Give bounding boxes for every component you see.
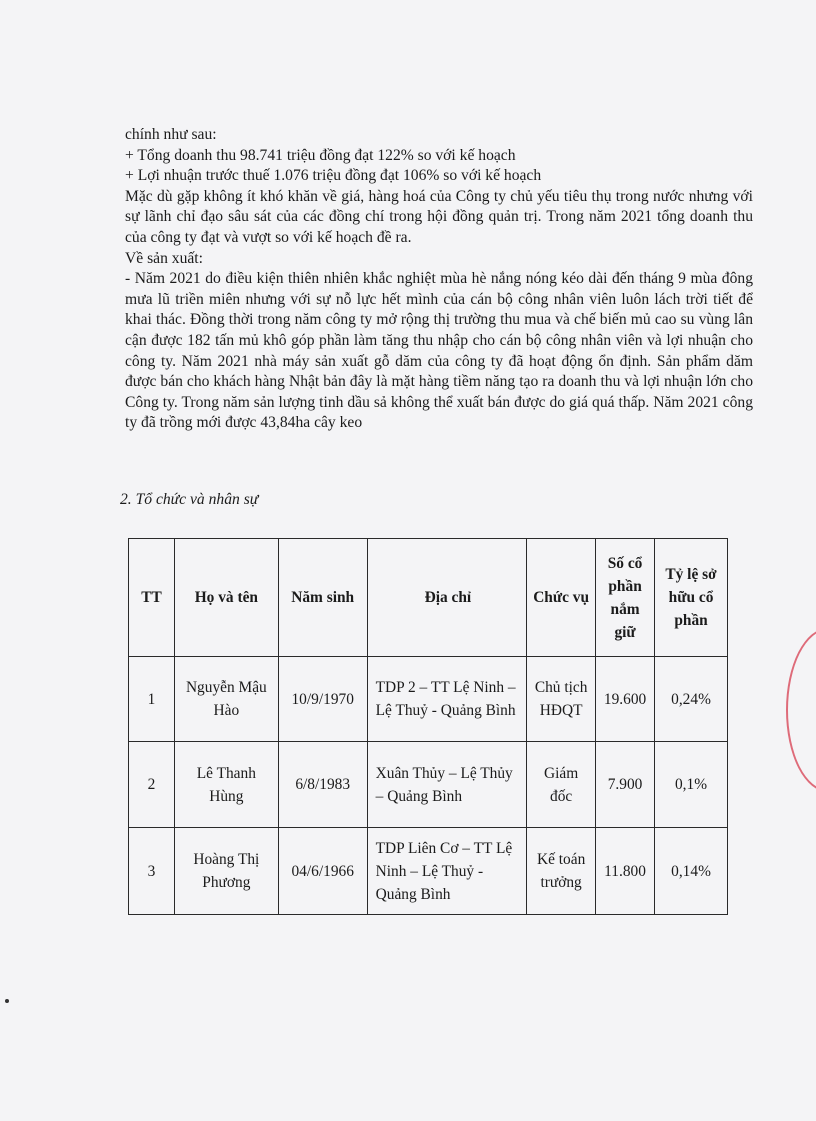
header-name: Họ và tên: [174, 539, 278, 657]
summary-paragraph: Mặc dù gặp không ít khó khăn về giá, hàng hoá của Công ty chủ yếu tiêu thụ trong nước nhưng với sự lãnh chỉ đạo sâu sát của các đồng chí trong hội đồng quản trị. Trong năm 2021 tổng doanh thu của công ty đạt và vượt so với kế hoạch đề ra.: [125, 187, 753, 246]
cell-address: TDP 2 – TT Lệ Ninh – Lệ Thuỷ - Quảng Bình: [367, 657, 527, 742]
red-seal-stamp: [786, 628, 816, 792]
table-row: [129, 657, 728, 742]
cell-address: Xuân Thủy – Lệ Thủy – Quảng Bình: [367, 742, 527, 828]
revenue-line: + Tổng doanh thu 98.741 triệu đồng đạt 122% so với kế hoạch: [125, 146, 516, 164]
cell-shares: 19.600: [596, 657, 655, 742]
cell-birth-date: 04/6/1966: [278, 828, 367, 915]
header-tt: TT: [129, 539, 175, 657]
header-ownership: Tỷ lệ sở hữu cổ phần: [655, 539, 728, 657]
cell-tt: 3: [129, 828, 175, 915]
cell-ownership: 0,14%: [655, 828, 728, 915]
personnel-table: [128, 538, 728, 915]
cell-birth-date: 6/8/1983: [278, 742, 367, 828]
cell-name: Lê Thanh Hùng: [174, 742, 278, 828]
cell-address: TDP Liên Cơ – TT Lệ Ninh – Lệ Thuỷ - Quảng Bình: [367, 828, 527, 915]
cell-position: Giám đốc: [527, 742, 596, 828]
header-birth-year: Năm sinh: [278, 539, 367, 657]
body-text: [125, 125, 753, 434]
header-shares: Số cổ phần nắm giữ: [596, 539, 655, 657]
cell-shares: 7.900: [596, 742, 655, 828]
cell-position: Kế toán trưởng: [527, 828, 596, 915]
cell-ownership: 0,24%: [655, 657, 728, 742]
cell-ownership: 0,1%: [655, 742, 728, 828]
scan-mark: [5, 999, 9, 1003]
table-row: [129, 742, 728, 828]
production-heading: Về sản xuất:: [125, 249, 203, 267]
table-row: [129, 828, 728, 915]
header-address: Địa chỉ: [367, 539, 527, 657]
table-header-row: [129, 539, 728, 657]
cell-position: Chủ tịch HĐQT: [527, 657, 596, 742]
profit-line: + Lợi nhuận trước thuế 1.076 triệu đồng đạt 106% so với kế hoạch: [125, 167, 542, 185]
cell-birth-date: 10/9/1970: [278, 657, 367, 742]
header-position: Chức vụ: [527, 539, 596, 657]
cell-tt: 1: [129, 657, 175, 742]
intro-line: chính như sau:: [125, 126, 217, 143]
cell-tt: 2: [129, 742, 175, 828]
section-heading: 2. Tổ chức và nhân sự: [120, 491, 259, 508]
cell-shares: 11.800: [596, 828, 655, 915]
cell-name: Hoàng Thị Phương: [174, 828, 278, 915]
cell-name: Nguyễn Mậu Hào: [174, 657, 278, 742]
production-paragraph: - Năm 2021 do điều kiện thiên nhiên khắc nghiệt mùa hè nắng nóng kéo dài đến tháng 9 mùa đông mưa lũ triền miên nhưng với sự nỗ lực hết mình của cán bộ công nhân viên luôn lách trời tiết để khai thác. Đồng thời trong năm công ty mở rộng thị trường thu mua và chế biến mủ cao su vùng lân cận được 182 tấn mủ khô góp phần làm tăng thu nhập cho cán bộ công nhân viên và lợi nhuận cho công ty. Năm 2021 nhà máy sản xuất gỗ dăm của công ty đã hoạt động ổn định. Sản phẩm dăm được bán cho khách hàng Nhật bản đây là mặt hàng tiềm năng tạo ra doanh thu và lợi nhuận lớn cho Công ty. Trong năm sản lượng tinh dầu sả không thể xuất bán được do giá quá thấp. Năm 2021 công ty đã trồng mới được 43,84ha cây keo: [125, 270, 753, 432]
